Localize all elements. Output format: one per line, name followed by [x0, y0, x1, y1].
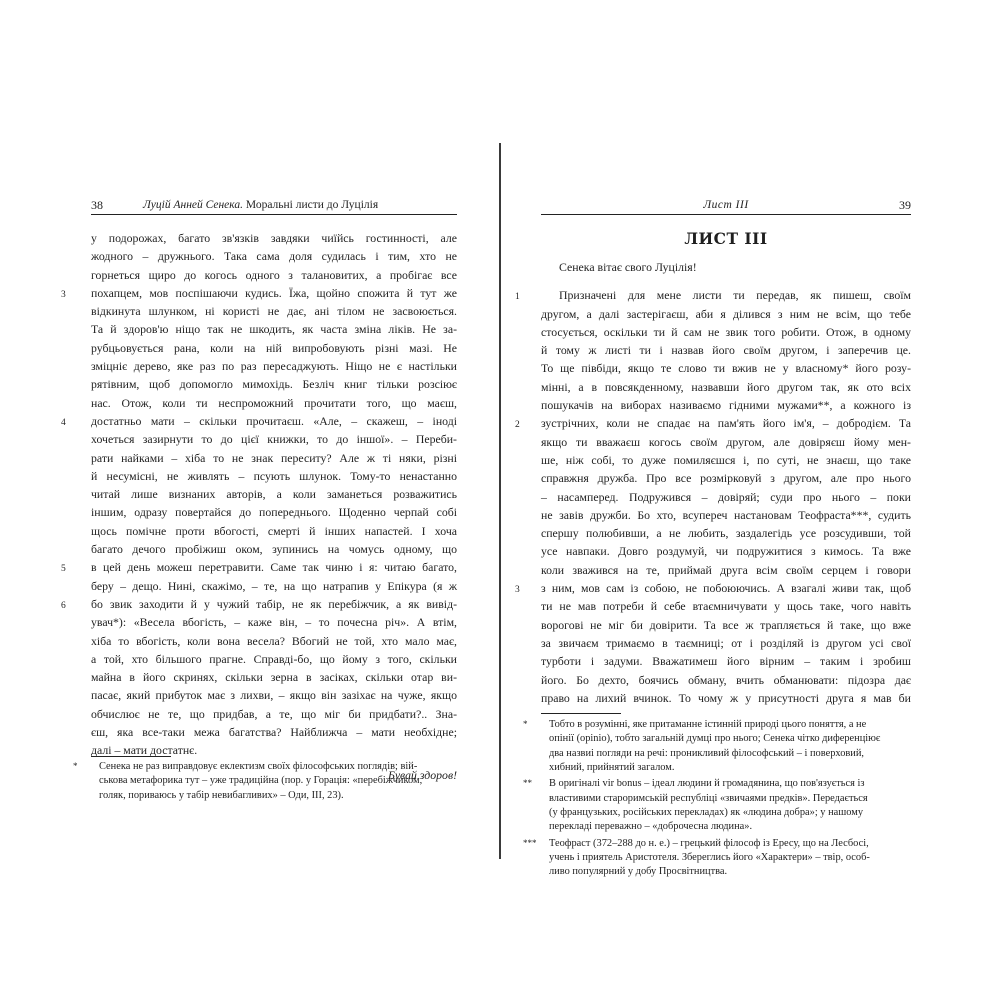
footnote-mark: * [73, 761, 78, 771]
text-line-content: зустрічних, коли не спадає на пам'ять його ім'я, – добродієм. Та [541, 416, 911, 431]
left-running-title [143, 197, 378, 213]
section-number: 5 [61, 564, 66, 575]
text-line-content: достатньо мати – скільки прочитаєш. «Але, – скажеш, – іноді [91, 413, 457, 428]
left-running-head [91, 196, 457, 215]
text-line [515, 286, 911, 304]
footnote-line: ськова метафорика тут – уже традиційна (пор. у Горація: «перебіжчиком, [99, 775, 423, 787]
text-line: другом, а далі застерігаєш, аби я ділився з ним не всім, що тебе [541, 306, 911, 321]
text-line-content: в цей день можеш перетравити. Саме так чиню і я: читаю багато, [91, 560, 457, 575]
text-line: далі – мати достатнє. [91, 743, 198, 758]
text-line [515, 414, 911, 432]
footnote-line: Сенека не раз виправдовує еклектизм своїх філософських поглядів; вій- [99, 761, 418, 772]
right-footnotes [523, 718, 911, 879]
section-number: 3 [515, 585, 520, 596]
text-line-content: з ним, мов сам із собою, не побоюючись. А взагалі живи так, щоб [541, 581, 911, 596]
text-line: нас. Отож, коли ти неспроможний прочитати того, що маєш, [91, 395, 457, 410]
footnote-line: Теофраст (372–288 до н. е.) – грецький філософ із Ересу, що на Лесбосі, [549, 837, 869, 849]
left-page [61, 196, 457, 801]
text-line: ти не мав потреби й себе втаємничувати у щось таке, чого навіть [541, 599, 911, 614]
left-page-number: 38 [91, 198, 103, 212]
footnote-line: голяк, пориваюсь у табір невибагливих» – Оди, III, 23). [99, 789, 344, 801]
text-line: Та й здоров'ю ніщо так не шкодить, як часта зміна ліків. Не за- [91, 322, 457, 337]
footnote-mark: ** [523, 778, 532, 789]
footnote-mark: *** [523, 837, 537, 848]
footnote-line: два назвиі погляди на речі: проникливий філософський – і поверховий, [549, 747, 865, 759]
footnote [523, 837, 911, 880]
footnote [73, 760, 457, 803]
footnote-line: учень і приятель Аристотеля. Збереглись його «Характери» – твір, особ- [549, 851, 870, 863]
left-footnotes [73, 760, 457, 805]
text-line: жодного – дружнього. Така сама доля судилась і тим, хто не [91, 249, 457, 264]
text-line: ше, ніж собі, то дуже помиляєшся і, по суті, не знаєш, що таке [541, 452, 911, 467]
text-line: не завів дружби. Бо хто, всупереч настановам Теофраста***, судить [541, 507, 911, 522]
text-line: відкинута шлунком, ні користі не дає, ані тілом не засвоюється. [91, 304, 457, 319]
text-line: хочеться зазирнути то до цієї книжки, то до іншої». – Переби- [91, 432, 457, 447]
text-line-content: похапцем, мов поспішаючи кудись. Їжа, щойно спожита й тут же [91, 285, 457, 300]
text-line: й несумісні, не живлять – псують шлунок. Тому-то ненастанно [91, 468, 457, 483]
text-line: іншим, одразу повертайся до попереднього. Щоденно черпай собі [91, 505, 457, 520]
text-line: турботи і задуми. Вважатимеш його вірним – таким і зробиш [541, 654, 911, 669]
footnote-line: В оригіналі vir bonus – ідеал людини й громадянина, що пов'язується із [549, 778, 865, 790]
text-line: щось помічне проти вбогості, смерті й інших напастей. І хоча [91, 523, 457, 538]
footnote-line: опінії (opinio), тобто загальній думці про нього; Сенека чітко диференціює [549, 733, 881, 745]
text-line: у подорожах, багато зв'язків завдяки чиїйсь гостинності, але [91, 231, 457, 245]
text-line: читай лише визнаних авторів, а коли заманеться розважитись [91, 487, 457, 502]
footnote-line: хибний, прийнятий загалом. [549, 762, 675, 774]
footnote-line: ливо популярний у добу Просвітництва. [549, 866, 728, 878]
footnote-line: Тобто в розумінні, яке притаманне істинній природі цього поняття, а не [549, 719, 867, 731]
text-line: майна в його скринях, скільки зерна в засіках, скільки отар ви- [91, 670, 457, 685]
running-head-work: Моральні листи до Луцілія [243, 199, 379, 211]
text-line-content: бо звик заходити й у чужий табір, не як перебіжчик, а як вивід- [91, 596, 457, 611]
text-line [61, 595, 457, 613]
right-running-title: Лист III [703, 199, 749, 211]
text-line: увач*): «Весела вбогість, – каже він, – то почесна річ». А втім, [91, 615, 457, 630]
text-line [61, 558, 457, 576]
letter-closing: Бувай здоров! [388, 767, 457, 782]
text-line: мінні, а в повсякденному, назвавши його другом так, як ото всіх [541, 379, 911, 394]
right-running-head [541, 196, 911, 215]
footnote-line: властивими староримській республіці «звичаями предків». Передається [549, 792, 868, 804]
text-line: коли зважився на те, приймай друга всім своїм серцем і говори [541, 562, 911, 577]
text-line: якщо ти вважаєш когось своїм другом, але довіряєш йому мен- [541, 434, 911, 449]
text-line: рати найками – хіба то не знак переситу? Але ж ті няки, різні [91, 450, 457, 465]
text-line [61, 412, 457, 430]
text-line: багато дечого пробіжиш оком, зупинись на чомусь одному, що [91, 542, 457, 557]
text-line: рятівним, щоб допомогло мимохідь. Безліч книг тільки розсіює [91, 377, 457, 392]
footnote [523, 718, 911, 775]
text-line: горнеться щиро до когось одного з талановитих, а пробігає все [91, 267, 457, 282]
left-body-text [61, 229, 457, 760]
text-line: усе навпаки. Довго роздумуй, чи подружитися з кимось. Та вже [541, 544, 911, 559]
text-line [515, 579, 911, 597]
text-line: хіба то вбогість, коли вона весела? Вбогий не той, хто мало має, [91, 633, 457, 648]
text-line: право на лихий вчинок. То чому ж у присутності друга я мав би [541, 690, 911, 705]
footnote-rule [91, 756, 171, 757]
text-line: беру – дещо. Нині, скажімо, – те, на що натрапив у Епікура (я ж [91, 578, 457, 593]
text-line: зміцніє дерево, яке раз по раз пересаджують. Ніщо не є настільки [91, 359, 457, 374]
text-line: рубцьовується рана, коли на ній випробовують різні мазі. Не [91, 340, 457, 355]
footnote-line: (у французьких, російських перекладах) як «людина добра»; у нашому [549, 806, 864, 818]
footnote-mark: * [523, 719, 528, 730]
text-line: за звичаєм тримаємо в таємниці; от і розділяй із другом усі свої [541, 635, 911, 650]
section-number: 4 [61, 417, 66, 428]
text-line: То ще півбіди, якщо те слово ти вжив не у власному* його розу- [541, 361, 911, 376]
text-line: пошукачів на виборах називаємо гідними мужами**, а кожного із [541, 398, 911, 413]
section-number: 3 [61, 289, 66, 300]
right-body-text [515, 286, 911, 707]
text-line: його. Бо дехто, боячись обману, вчить обманювати: підозра дає [541, 672, 911, 687]
text-line [61, 284, 457, 302]
text-line: й тому ж листі ти і назвав його своїм другом, і заперечив це. [541, 343, 911, 358]
footnote-line: перекладі переважно – «доброчесна людина». [549, 821, 753, 833]
letter-title: ЛИСТ III [684, 229, 768, 248]
text-line: справжня дружба. Про все розмірковуй з другом, але про нього [541, 471, 911, 486]
letter-greeting: Сенека вітає свого Луцілія! [559, 260, 697, 274]
text-line: обчислює не те, що придбав, а те, що міг би придбати?.. Зна- [91, 706, 457, 721]
text-line: а той, хто більшого прагне. Справді-бо, що йому з того, скільки [91, 651, 457, 666]
section-number: 1 [515, 292, 520, 303]
running-head-author: Луцій Анней Сенека. [143, 199, 244, 211]
text-line-content: Призначені для мене листи ти передав, як пишеш, своїм [559, 288, 911, 303]
section-number: 2 [515, 420, 520, 431]
footnote [523, 777, 911, 834]
section-number: 6 [61, 600, 66, 611]
footnote-rule [541, 713, 621, 714]
text-line: єш, яка все-таки межа багатства? Найближча – мати необхідне; [91, 725, 457, 740]
text-line: – насамперед. Подружився – довіряй; суди про нього – поки [541, 489, 911, 504]
right-page-number: 39 [899, 198, 911, 212]
right-page [515, 196, 911, 881]
text-line: стосується, оскільки ти й сам не звик того робити. Отож, в одному [541, 324, 911, 339]
book-gutter [499, 143, 501, 859]
text-line: ворогові не міг би довірити. Та все ж трапляється й таке, що вже [541, 617, 911, 632]
text-line: спершу полюбивши, а не любить, заздалегідь усе розсудивши, той [541, 526, 911, 541]
text-line: пасає, який прибуток має з лихви, – якщо він зазіхає на чуже, якщо [91, 688, 457, 703]
